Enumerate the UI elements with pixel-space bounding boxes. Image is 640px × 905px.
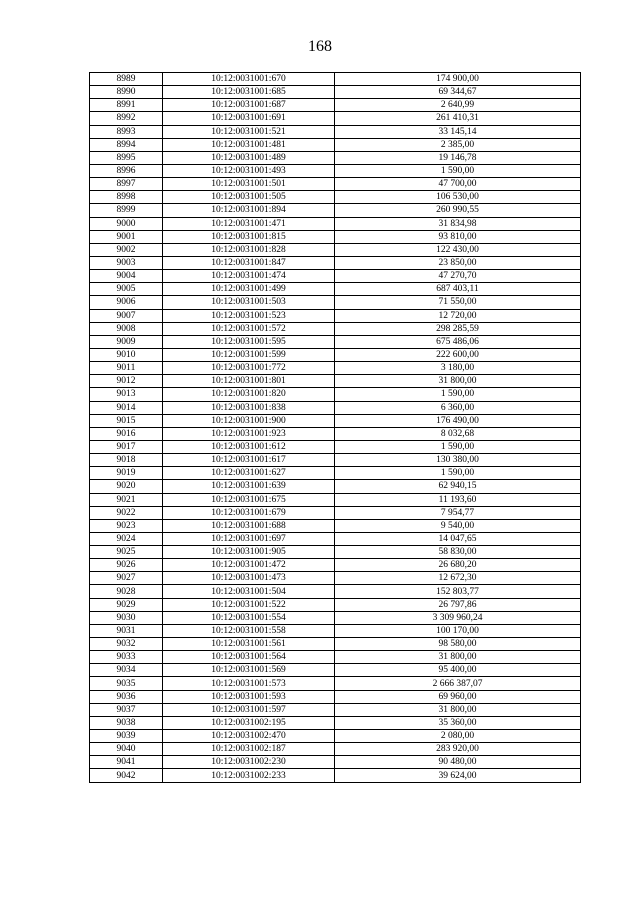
cadastral-number-cell: 10:12:0031001:523 [163, 309, 335, 322]
table-row [90, 454, 581, 467]
row-number-cell: 9010 [90, 348, 163, 361]
cadastral-number-cell: 10:12:0031002:187 [163, 743, 335, 756]
row-number-cell: 9042 [90, 769, 163, 782]
amount-cell: 2 080,00 [335, 730, 581, 743]
amount-cell: 23 850,00 [335, 256, 581, 269]
row-number-cell: 9005 [90, 283, 163, 296]
table-row [90, 756, 581, 769]
amount-cell: 26 797,86 [335, 598, 581, 611]
table-row [90, 335, 581, 348]
cadastral-number-cell: 10:12:0031001:923 [163, 427, 335, 440]
row-number-cell: 9017 [90, 440, 163, 453]
row-number-cell: 9020 [90, 480, 163, 493]
table-row [90, 270, 581, 283]
table-row [90, 730, 581, 743]
row-number-cell: 9036 [90, 690, 163, 703]
cadastral-number-cell: 10:12:0031002:470 [163, 730, 335, 743]
cadastral-number-cell: 10:12:0031001:801 [163, 375, 335, 388]
cadastral-number-cell: 10:12:0031001:639 [163, 480, 335, 493]
table-row [90, 296, 581, 309]
cadastral-number-cell: 10:12:0031001:688 [163, 519, 335, 532]
row-number-cell: 9040 [90, 743, 163, 756]
row-number-cell: 9025 [90, 546, 163, 559]
row-number-cell: 9028 [90, 585, 163, 598]
row-number-cell: 9006 [90, 296, 163, 309]
amount-cell: 47 700,00 [335, 178, 581, 191]
cadastral-number-cell: 10:12:0031001:501 [163, 178, 335, 191]
amount-cell: 62 940,15 [335, 480, 581, 493]
table-row [90, 611, 581, 624]
cadastral-number-cell: 10:12:0031001:617 [163, 454, 335, 467]
amount-cell: 222 600,00 [335, 348, 581, 361]
table-row [90, 362, 581, 375]
cadastral-number-cell: 10:12:0031001:472 [163, 559, 335, 572]
table-row [90, 559, 581, 572]
amount-cell: 39 624,00 [335, 769, 581, 782]
amount-cell: 98 580,00 [335, 638, 581, 651]
table-row [90, 125, 581, 138]
table-row [90, 690, 581, 703]
row-number-cell: 9022 [90, 506, 163, 519]
amount-cell: 174 900,00 [335, 73, 581, 86]
cadastral-number-cell: 10:12:0031001:828 [163, 243, 335, 256]
cadastral-number-cell: 10:12:0031001:772 [163, 362, 335, 375]
amount-cell: 675 486,06 [335, 335, 581, 348]
row-number-cell: 9035 [90, 677, 163, 690]
row-number-cell: 9009 [90, 335, 163, 348]
cadastral-number-cell: 10:12:0031001:569 [163, 664, 335, 677]
row-number-cell: 8996 [90, 164, 163, 177]
row-number-cell: 9016 [90, 427, 163, 440]
row-number-cell: 9003 [90, 256, 163, 269]
table-row [90, 572, 581, 585]
amount-cell: 1 590,00 [335, 467, 581, 480]
row-number-cell: 9019 [90, 467, 163, 480]
cadastral-number-cell: 10:12:0031001:471 [163, 217, 335, 230]
cadastral-number-cell: 10:12:0031001:847 [163, 256, 335, 269]
row-number-cell: 9011 [90, 362, 163, 375]
cadastral-number-cell: 10:12:0031001:554 [163, 611, 335, 624]
amount-cell: 130 380,00 [335, 454, 581, 467]
amount-cell: 31 834,98 [335, 217, 581, 230]
amount-cell: 58 830,00 [335, 546, 581, 559]
cadastral-number-cell: 10:12:0031001:612 [163, 440, 335, 453]
amount-cell: 31 800,00 [335, 703, 581, 716]
amount-cell: 26 680,20 [335, 559, 581, 572]
amount-cell: 2 385,00 [335, 138, 581, 151]
table-row [90, 493, 581, 506]
cadastral-number-cell: 10:12:0031001:573 [163, 677, 335, 690]
cadastral-number-cell: 10:12:0031001:900 [163, 414, 335, 427]
table-row [90, 243, 581, 256]
table-row [90, 651, 581, 664]
amount-cell: 106 530,00 [335, 191, 581, 204]
amount-cell: 9 540,00 [335, 519, 581, 532]
cadastral-number-cell: 10:12:0031001:561 [163, 638, 335, 651]
amount-cell: 2 666 387,07 [335, 677, 581, 690]
row-number-cell: 9018 [90, 454, 163, 467]
row-number-cell: 9004 [90, 270, 163, 283]
amount-cell: 69 960,00 [335, 690, 581, 703]
table-row [90, 204, 581, 217]
row-number-cell: 8989 [90, 73, 163, 86]
amount-cell: 71 550,00 [335, 296, 581, 309]
cadastral-number-cell: 10:12:0031001:473 [163, 572, 335, 585]
table-row [90, 283, 581, 296]
cadastral-number-cell: 10:12:0031001:820 [163, 388, 335, 401]
cadastral-number-cell: 10:12:0031001:474 [163, 270, 335, 283]
table-row [90, 677, 581, 690]
amount-cell: 12 720,00 [335, 309, 581, 322]
cadastral-number-cell: 10:12:0031001:670 [163, 73, 335, 86]
row-number-cell: 8992 [90, 112, 163, 125]
row-number-cell: 9034 [90, 664, 163, 677]
registry-table [89, 72, 581, 783]
row-number-cell: 9008 [90, 322, 163, 335]
table-row [90, 138, 581, 151]
cadastral-number-cell: 10:12:0031001:593 [163, 690, 335, 703]
row-number-cell: 9038 [90, 716, 163, 729]
table-row [90, 401, 581, 414]
table-row [90, 427, 581, 440]
cadastral-number-cell: 10:12:0031001:521 [163, 125, 335, 138]
row-number-cell: 8993 [90, 125, 163, 138]
table-row [90, 546, 581, 559]
amount-cell: 261 410,31 [335, 112, 581, 125]
cadastral-number-cell: 10:12:0031001:627 [163, 467, 335, 480]
table-row [90, 230, 581, 243]
table-row [90, 703, 581, 716]
table-row [90, 638, 581, 651]
amount-cell: 14 047,65 [335, 532, 581, 545]
table-row [90, 769, 581, 782]
amount-cell: 2 640,99 [335, 99, 581, 112]
row-number-cell: 9002 [90, 243, 163, 256]
table-row [90, 440, 581, 453]
table-row [90, 624, 581, 637]
row-number-cell: 9007 [90, 309, 163, 322]
amount-cell: 7 954,77 [335, 506, 581, 519]
cadastral-number-cell: 10:12:0031002:195 [163, 716, 335, 729]
table-row [90, 164, 581, 177]
table-row [90, 480, 581, 493]
row-number-cell: 9030 [90, 611, 163, 624]
amount-cell: 33 145,14 [335, 125, 581, 138]
table-row [90, 388, 581, 401]
row-number-cell: 9039 [90, 730, 163, 743]
cadastral-number-cell: 10:12:0031001:489 [163, 151, 335, 164]
cadastral-number-cell: 10:12:0031001:522 [163, 598, 335, 611]
table-row [90, 664, 581, 677]
row-number-cell: 9029 [90, 598, 163, 611]
row-number-cell: 9027 [90, 572, 163, 585]
table-row [90, 322, 581, 335]
table-row [90, 585, 581, 598]
row-number-cell: 8998 [90, 191, 163, 204]
row-number-cell: 9033 [90, 651, 163, 664]
cadastral-number-cell: 10:12:0031001:481 [163, 138, 335, 151]
cadastral-number-cell: 10:12:0031001:599 [163, 348, 335, 361]
row-number-cell: 9012 [90, 375, 163, 388]
amount-cell: 19 146,78 [335, 151, 581, 164]
table-row [90, 151, 581, 164]
table-row [90, 598, 581, 611]
cadastral-number-cell: 10:12:0031001:905 [163, 546, 335, 559]
amount-cell: 12 672,30 [335, 572, 581, 585]
row-number-cell: 8999 [90, 204, 163, 217]
row-number-cell: 9037 [90, 703, 163, 716]
amount-cell: 6 360,00 [335, 401, 581, 414]
table-row [90, 86, 581, 99]
row-number-cell: 9032 [90, 638, 163, 651]
cadastral-number-cell: 10:12:0031001:503 [163, 296, 335, 309]
amount-cell: 8 032,68 [335, 427, 581, 440]
amount-cell: 93 810,00 [335, 230, 581, 243]
amount-cell: 95 400,00 [335, 664, 581, 677]
cadastral-number-cell: 10:12:0031001:838 [163, 401, 335, 414]
row-number-cell: 8994 [90, 138, 163, 151]
amount-cell: 100 170,00 [335, 624, 581, 637]
amount-cell: 3 180,00 [335, 362, 581, 375]
row-number-cell: 9015 [90, 414, 163, 427]
cadastral-number-cell: 10:12:0031001:558 [163, 624, 335, 637]
amount-cell: 11 193,60 [335, 493, 581, 506]
table-row [90, 375, 581, 388]
amount-cell: 283 920,00 [335, 743, 581, 756]
amount-cell: 152 803,77 [335, 585, 581, 598]
amount-cell: 69 344,67 [335, 86, 581, 99]
cadastral-number-cell: 10:12:0031002:230 [163, 756, 335, 769]
page-number: 168 [308, 38, 332, 55]
amount-cell: 90 480,00 [335, 756, 581, 769]
amount-cell: 1 590,00 [335, 440, 581, 453]
cadastral-number-cell: 10:12:0031001:691 [163, 112, 335, 125]
table-row [90, 743, 581, 756]
row-number-cell: 9026 [90, 559, 163, 572]
row-number-cell: 9014 [90, 401, 163, 414]
table-row [90, 532, 581, 545]
row-number-cell: 9031 [90, 624, 163, 637]
cadastral-number-cell: 10:12:0031001:572 [163, 322, 335, 335]
table-row [90, 716, 581, 729]
cadastral-number-cell: 10:12:0031001:564 [163, 651, 335, 664]
cadastral-number-cell: 10:12:0031001:685 [163, 86, 335, 99]
row-number-cell: 9024 [90, 532, 163, 545]
registry-table-body [90, 73, 581, 783]
table-row [90, 309, 581, 322]
cadastral-number-cell: 10:12:0031002:233 [163, 769, 335, 782]
row-number-cell: 9000 [90, 217, 163, 230]
cadastral-number-cell: 10:12:0031001:597 [163, 703, 335, 716]
table-row [90, 467, 581, 480]
row-number-cell: 9021 [90, 493, 163, 506]
row-number-cell: 9041 [90, 756, 163, 769]
amount-cell: 35 360,00 [335, 716, 581, 729]
amount-cell: 176 490,00 [335, 414, 581, 427]
row-number-cell: 8991 [90, 99, 163, 112]
amount-cell: 31 800,00 [335, 651, 581, 664]
table-row [90, 178, 581, 191]
amount-cell: 47 270,70 [335, 270, 581, 283]
amount-cell: 260 990,55 [335, 204, 581, 217]
cadastral-number-cell: 10:12:0031001:687 [163, 99, 335, 112]
amount-cell: 3 309 960,24 [335, 611, 581, 624]
cadastral-number-cell: 10:12:0031001:675 [163, 493, 335, 506]
table-row [90, 256, 581, 269]
row-number-cell: 8995 [90, 151, 163, 164]
cadastral-number-cell: 10:12:0031001:894 [163, 204, 335, 217]
row-number-cell: 8990 [90, 86, 163, 99]
cadastral-number-cell: 10:12:0031001:504 [163, 585, 335, 598]
cadastral-number-cell: 10:12:0031001:679 [163, 506, 335, 519]
table-row [90, 414, 581, 427]
cadastral-number-cell: 10:12:0031001:697 [163, 532, 335, 545]
row-number-cell: 9013 [90, 388, 163, 401]
amount-cell: 122 430,00 [335, 243, 581, 256]
amount-cell: 31 800,00 [335, 375, 581, 388]
amount-cell: 1 590,00 [335, 164, 581, 177]
row-number-cell: 9023 [90, 519, 163, 532]
amount-cell: 687 403,11 [335, 283, 581, 296]
table-row [90, 519, 581, 532]
cadastral-number-cell: 10:12:0031001:815 [163, 230, 335, 243]
table-row [90, 99, 581, 112]
table-row [90, 73, 581, 86]
row-number-cell: 8997 [90, 178, 163, 191]
table-row [90, 217, 581, 230]
cadastral-number-cell: 10:12:0031001:499 [163, 283, 335, 296]
cadastral-number-cell: 10:12:0031001:595 [163, 335, 335, 348]
table-row [90, 506, 581, 519]
row-number-cell: 9001 [90, 230, 163, 243]
cadastral-number-cell: 10:12:0031001:505 [163, 191, 335, 204]
amount-cell: 1 590,00 [335, 388, 581, 401]
table-row [90, 348, 581, 361]
amount-cell: 298 285,59 [335, 322, 581, 335]
cadastral-number-cell: 10:12:0031001:493 [163, 164, 335, 177]
table-row [90, 112, 581, 125]
table-row [90, 191, 581, 204]
